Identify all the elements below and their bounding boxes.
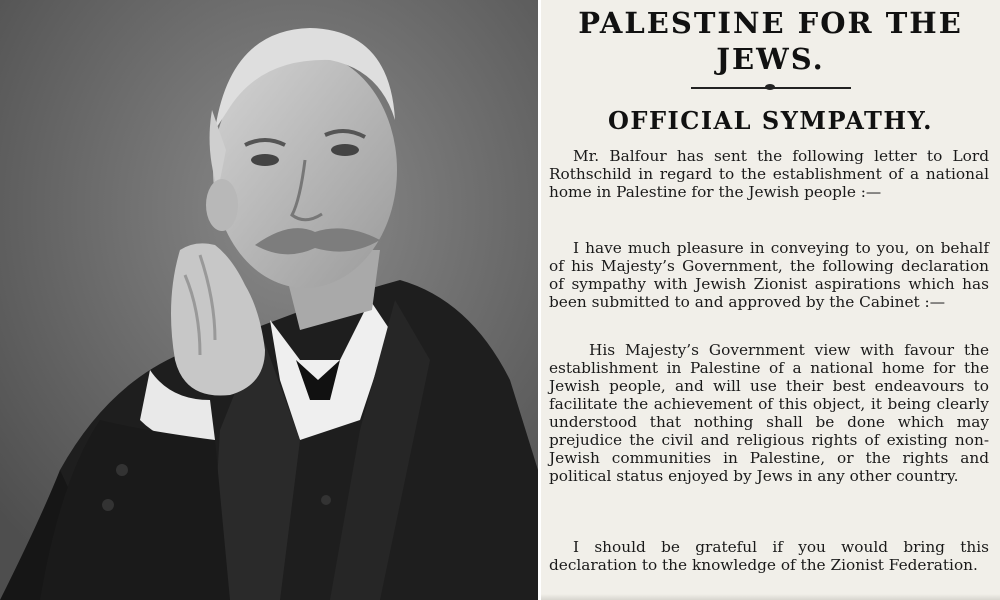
rule-ornament xyxy=(765,84,775,90)
newspaper-clipping xyxy=(541,0,1000,600)
article-paragraph-intro: Mr. Balfour has sent the following letter to Lord Rothschild in regard to the establishment of a national home in Palestine for the Jewish people :— xyxy=(549,147,989,201)
clipping-edge xyxy=(541,594,1000,600)
subheadline: OFFICIAL SYMPATHY. xyxy=(608,106,933,135)
headline-line-1: PALESTINE FOR THE xyxy=(578,6,963,40)
article-paragraph-closing: I should be grateful if you would bring this declaration to the knowledge of the Zionist Federation. xyxy=(549,538,989,574)
article-paragraph-declaration: His Majesty’s Government view with favour the establishment in Palestine of a national home for the Jewish people, and will use their best endeavours to facilitate the achievement of this object, it being clearly understood that nothing shall be done which may prejudice the civil and religious rights of existing non-Jewish communities in Palestine, or the rights and political status enjoyed by Jews in any other country. xyxy=(549,341,989,485)
headline-line-2: JEWS. xyxy=(716,42,825,76)
article-paragraph-letter: I have much pleasure in conveying to you, on behalf of his Majesty’s Government, the following declaration of sympathy with Jewish Zionist aspirations which has been submitted to and approved by the Cabinet :— xyxy=(549,239,989,311)
